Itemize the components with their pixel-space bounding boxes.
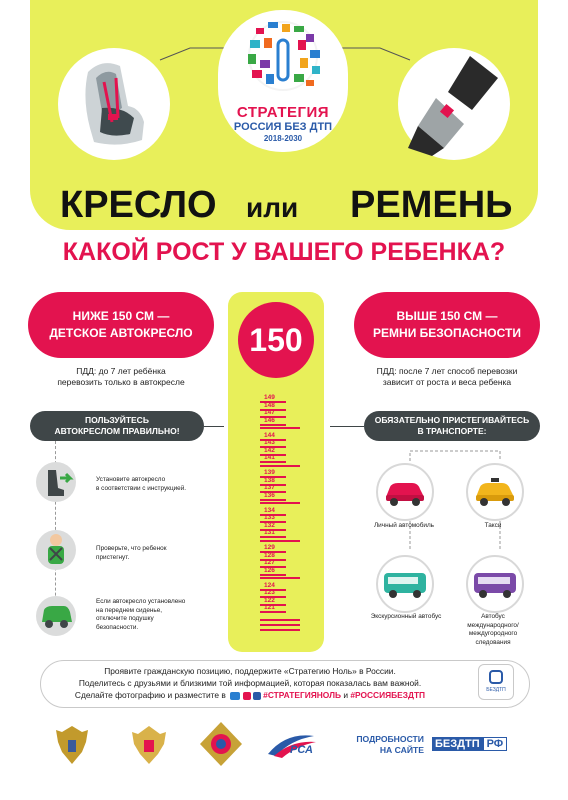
ruler-tick-label: 142 [264, 446, 275, 454]
instagram-handle: БЕЗДТП [486, 687, 506, 693]
banner-connector-left [204, 426, 224, 427]
instagram-icon[interactable] [243, 692, 251, 700]
right-note-line2: зависит от роста и веса ребенка [382, 377, 512, 387]
private-car-icon-wrap [376, 463, 434, 521]
government-emblem-icon [128, 722, 170, 768]
ruler-tick-label: 126 [264, 566, 275, 574]
hashtag-and: и [343, 690, 349, 700]
traffic-police-emblem-icon [198, 720, 244, 768]
step-airbag-line4: безопасности. [96, 623, 139, 631]
ruler-tick [260, 536, 286, 538]
ruler-tick-label: 144 [264, 431, 275, 439]
intercity-bus-line2: международного/ [467, 621, 519, 629]
rsa-logo [266, 730, 326, 760]
step-airbag-line1: Если автокресло установлено [96, 598, 186, 605]
seat-belt-image [398, 48, 510, 160]
left-note-line1: ПДД: до 7 лет ребёнка [76, 366, 166, 376]
vk-icon[interactable] [230, 692, 240, 700]
hashtag-russia[interactable]: #РОССИЯБЕЗДТП [350, 690, 426, 700]
details-line2: НА САЙТЕ [379, 745, 424, 755]
instagram-logo-icon [489, 670, 503, 684]
banner-connector-right [330, 426, 364, 427]
step-check-line2: пристегнут. [96, 553, 130, 561]
intercity-bus-line1: Автобус [481, 613, 505, 620]
logo-years: 2018-2030 [263, 134, 303, 143]
ruler-tick [260, 461, 286, 463]
headline-or: или [246, 192, 299, 223]
share-line3 [40, 689, 460, 701]
use-seat-banner [30, 411, 204, 441]
seat-belt-icon [398, 48, 510, 160]
ruler-tick-label: 124 [264, 581, 275, 589]
ruler-major-tick [260, 502, 300, 504]
logo-subtitle: РОССИЯ БЕЗ ДТП [233, 121, 333, 133]
share-line2: Поделитесь с друзьями и близкими той информацией, которая показалась вам важной. [78, 678, 422, 688]
ruler-major-tick [260, 465, 300, 467]
car-seat-image [58, 48, 170, 160]
rsa-text: РСА [290, 744, 313, 756]
share-line1: Проявите гражданскую позицию, поддержите «Стратегию Ноль» в России. [104, 666, 396, 676]
buckle-up-banner [364, 411, 540, 441]
intercity-bus-line3: междугородного [468, 630, 518, 637]
left-rule-note [28, 366, 214, 388]
right-note-line1: ПДД: после 7 лет способ перевозки [376, 366, 518, 376]
ruler-tick-label: 138 [264, 476, 275, 484]
tour-bus-icon [378, 557, 432, 611]
ruler-tick-label: 136 [264, 491, 275, 499]
ruler-tick [260, 611, 286, 613]
buckle-up-line2: В ТРАНСПОРТЕ: [417, 426, 487, 436]
tour-bus-icon-wrap [376, 555, 434, 613]
step-check-line1: Проверьте, что ребенок [96, 545, 167, 552]
ministry-emblem-icon [52, 722, 92, 768]
website-domain: РФ [483, 737, 508, 751]
private-car-label: Личный автомобиль [373, 522, 434, 529]
above-150-pill [354, 292, 540, 358]
ruler-tick-label: 133 [264, 514, 275, 521]
below-150-line1: НИЖЕ 150 СМ — [72, 309, 170, 323]
ruler-major-tick [260, 577, 300, 579]
height-question: КАКОЙ РОСТ У ВАШЕГО РЕБЕНКА? [62, 238, 506, 266]
ruler-tick-label: 143 [264, 439, 275, 446]
left-note-line2: перевозить только в автокресле [57, 377, 185, 387]
website-name: БЕЗДТП [432, 737, 483, 751]
below-150-pill [28, 292, 214, 358]
car-seat-icon [58, 48, 170, 160]
step-airbag [96, 598, 226, 632]
step-airbag-line3: отключите подушку [96, 615, 154, 622]
height-150-badge: 150 [238, 302, 314, 378]
instagram-qr-box[interactable] [478, 664, 514, 700]
ruler-tick-label: 148 [264, 401, 275, 409]
ruler-tick-label: 132 [264, 521, 275, 529]
red-car-icon [378, 465, 432, 519]
logo-title: СТРАТЕГИЯ [236, 104, 330, 121]
ruler-tick-label: 149 [264, 394, 275, 401]
ruler-tick-label: 123 [264, 589, 275, 596]
car-seat-install-icon [36, 462, 76, 502]
headline-seat: КРЕСЛО [60, 184, 217, 226]
step-airbag-line2: на переднем сиденье, [96, 606, 163, 614]
share-line3-text: Сделайте фотографию и разместите в [74, 690, 226, 700]
intercity-bus-line4: следования [475, 638, 511, 646]
headline-belt: РЕМЕНЬ [350, 184, 513, 226]
ruler-tick-label: 147 [264, 409, 275, 416]
above-150-line1: ВЫШЕ 150 СМ — [396, 309, 498, 323]
step-install [96, 476, 226, 493]
ruler-filler-tick [260, 629, 300, 631]
buckle-up-line1: ОБЯЗАТЕЛЬНО ПРИСТЕГИВАЙТЕСЬ [374, 415, 530, 425]
ruler-tick-label: 121 [264, 604, 275, 611]
below-150-line2: ДЕТСКОЕ АВТОКРЕСЛО [49, 326, 193, 340]
right-rule-note [354, 366, 540, 388]
step-install-line2: в соответствии с инструкцией. [96, 484, 187, 492]
intercity-bus-icon-wrap [466, 555, 524, 613]
ruler-tick [260, 424, 286, 426]
facebook-icon[interactable] [253, 692, 261, 700]
tour-bus-label: Экскурсионный автобус [370, 613, 442, 620]
step-check [96, 545, 226, 562]
taxi-icon [468, 465, 522, 519]
website-link[interactable] [432, 735, 507, 753]
ruler-tick-label: 139 [264, 469, 275, 476]
ruler-tick-label: 141 [264, 454, 275, 461]
ruler-major-tick [260, 540, 300, 542]
ruler-tick-label: 131 [264, 529, 275, 536]
details-label [350, 734, 424, 756]
check-buckled-step-icon-wrap [36, 530, 76, 570]
taxi-icon-wrap [466, 463, 524, 521]
install-seat-step-icon-wrap [36, 462, 76, 502]
ruler-filler-tick [260, 624, 300, 626]
step-install-line1: Установите автокресло [96, 476, 166, 483]
details-line1: ПОДРОБНОСТИ [356, 734, 424, 744]
share-message [40, 665, 460, 701]
taxi-label: Такси [484, 522, 502, 529]
front-seat-car-icon [36, 596, 76, 636]
hashtag-strategy[interactable]: #СТРАТЕГИЯНОЛЬ [263, 690, 341, 700]
intercity-bus-icon [468, 557, 522, 611]
use-seat-line2: АВТОКРЕСЛОМ ПРАВИЛЬНО! [54, 426, 180, 436]
intercity-bus-label [452, 613, 534, 647]
above-150-line2: РЕМНИ БЕЗОПАСНОСТИ [373, 326, 521, 340]
ruler-tick-label: 127 [264, 559, 275, 566]
ruler-tick-label: 134 [264, 506, 275, 514]
ruler-major-tick [260, 427, 300, 429]
ruler-tick [260, 499, 286, 501]
ruler-filler-tick [260, 619, 300, 621]
use-seat-line1: ПОЛЬЗУЙТЕСЬ [85, 415, 149, 425]
ruler-tick-label: 146 [264, 416, 275, 424]
airbag-step-icon-wrap [36, 596, 76, 636]
ruler-tick-label: 137 [264, 484, 275, 491]
ruler-tick-label: 128 [264, 551, 275, 559]
ruler-tick-label: 129 [264, 544, 275, 551]
child-buckled-icon [36, 530, 76, 570]
ruler-tick [260, 574, 286, 576]
ruler-tick-label: 122 [264, 596, 275, 604]
